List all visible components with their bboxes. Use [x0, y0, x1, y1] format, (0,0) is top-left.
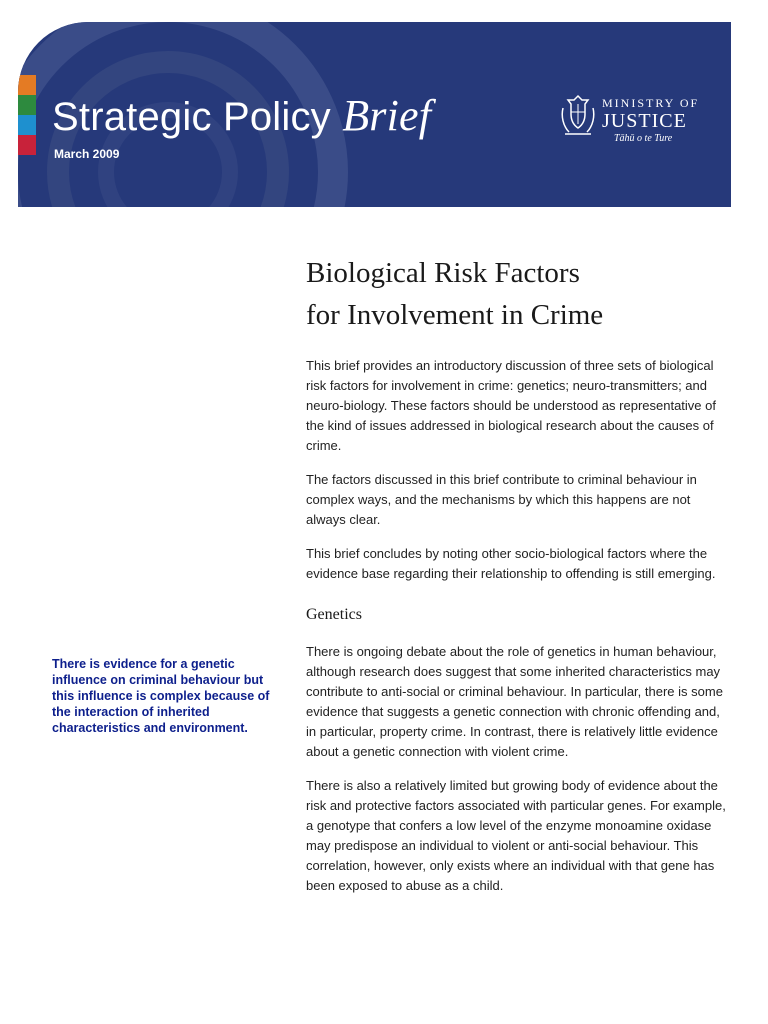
series-title-main: Strategic Policy [52, 95, 331, 139]
ministry-logo [602, 96, 699, 144]
ministry-line-3: Tāhū o te Ture [614, 133, 673, 144]
intro-paragraph: The factors discussed in this brief contribute to criminal behaviour in complex ways, and the mechanisms by which this happens are not always clear. [306, 472, 697, 527]
intro-paragraph: This brief concludes by noting other socio-biological factors where the evidence base regarding their relationship to offending is still emerging. [306, 546, 716, 581]
section-heading-genetics: Genetics [306, 606, 362, 623]
color-strip-green [18, 95, 36, 115]
ministry-line-2: JUSTICE [602, 110, 687, 132]
series-title [52, 90, 431, 141]
sidebar-callout: There is evidence for a genetic influence on criminal behaviour but this influence is complex because of the interaction of inherited characteristics and environment. [52, 657, 270, 735]
color-strip-blue [18, 115, 36, 135]
main-column [306, 252, 726, 910]
color-strip-red [18, 135, 36, 155]
document-title-line-2: for Involvement in Crime [306, 299, 604, 331]
section-paragraph: There is ongoing debate about the role of genetics in human behaviour, although research does suggest that some inherited characteristics may contribute to anti-social or criminal behaviour. In particular, there is some evidence that suggests a genetic connection with chronic offending and, in particular, property crime. In contrast, there is relatively little evidence about a genetic connection with violent crime. [306, 644, 723, 759]
coat-of-arms-icon [559, 94, 597, 138]
color-strip-orange [18, 75, 36, 95]
header-banner [18, 22, 731, 207]
intro-paragraph: This brief provides an introductory discussion of three sets of biological risk factors for involvement in crime: genetics; neuro-transmitters; and neuro-biology. These factors should be understood as representative of the kind of issues addressed in biological research about the causes of crime. [306, 358, 716, 453]
document-title-line-1: Biological Risk Factors [306, 257, 580, 289]
publication-date: March 2009 [54, 147, 120, 161]
section-paragraph: There is also a relatively limited but growing body of evidence about the risk and protective factors associated with particular genes. For example, a genotype that confers a low level of the enzyme monoamine oxidase may predispose an individual to violent or anti-social behaviour. This correlation, however, only exists where an individual with that gene has been exposed to abuse as a child. [306, 778, 726, 893]
series-title-italic: Brief [342, 91, 432, 140]
document-title [306, 252, 726, 336]
ministry-line-1: MINISTRY OF [602, 96, 700, 110]
